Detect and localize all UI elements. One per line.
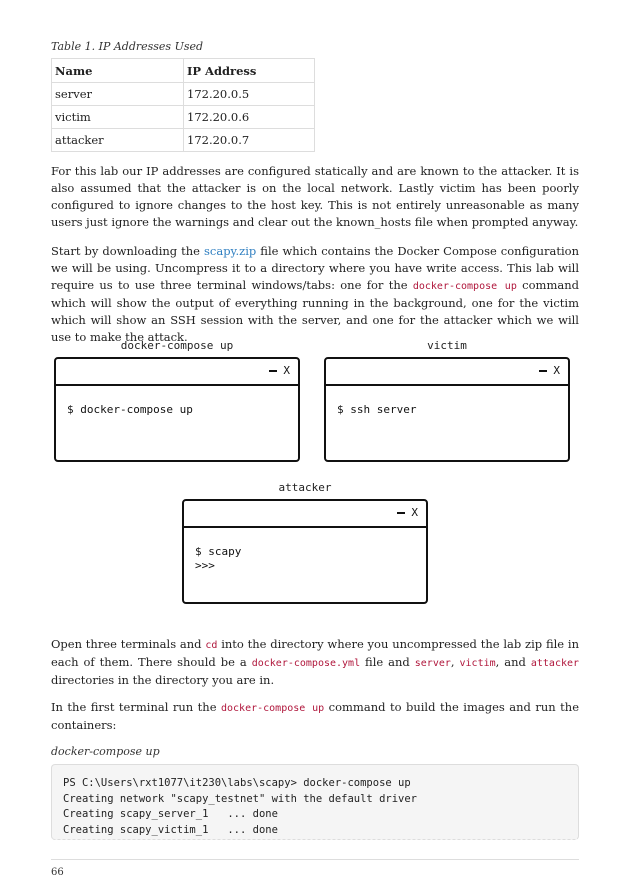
listing-title: docker-compose up bbox=[51, 745, 160, 758]
table-caption: Table 1. IP Addresses Used bbox=[51, 40, 204, 53]
table-row bbox=[52, 83, 315, 106]
terminal-title-attacker: attacker bbox=[278, 481, 332, 494]
terminal-line: $ ssh server bbox=[337, 403, 417, 416]
window-controls bbox=[539, 364, 560, 377]
para4-text2: command to build the images and run the containers: bbox=[51, 700, 579, 732]
terminal-title-bar bbox=[184, 501, 426, 528]
cell-ip: 172.20.0.5 bbox=[184, 83, 315, 106]
para2-text2: file which contains the Docker Compose configuration we will be using. Uncompress it to a directory where you have write access. This lab will require us to use three terminal windows/tabs: one for the bbox=[51, 244, 579, 292]
inline-code-server: server bbox=[414, 658, 451, 669]
table-header-row bbox=[52, 59, 315, 83]
minimize-icon bbox=[539, 370, 547, 372]
para3-text1: Open three terminals and bbox=[51, 637, 206, 651]
table-row bbox=[52, 129, 315, 152]
terminal-line: $ docker-compose up bbox=[67, 403, 193, 416]
cell-name: server bbox=[52, 83, 184, 106]
listing-line: Creating network "scapy_testnet" with the default driver bbox=[63, 792, 418, 805]
terminal-attacker bbox=[182, 499, 428, 604]
minimize-icon bbox=[397, 512, 405, 514]
listing-line: Creating scapy_victim_1 ... done bbox=[63, 823, 278, 836]
terminal-title-bar bbox=[56, 359, 298, 386]
footer-divider bbox=[51, 859, 579, 860]
inline-code-docker-compose: docker-compose up bbox=[412, 281, 517, 292]
column-header-name: Name bbox=[52, 59, 184, 83]
para3-text4: , bbox=[450, 655, 460, 669]
para2-text1: Start by downloading the bbox=[51, 244, 204, 258]
terminal-docker-compose bbox=[54, 357, 300, 462]
window-controls bbox=[269, 364, 290, 377]
terminal-title-bar bbox=[326, 359, 568, 386]
para3-text2: into the directory where you uncompressed the lab zip file in each of them. There should be a bbox=[51, 637, 580, 669]
cell-ip: 172.20.0.6 bbox=[184, 106, 315, 129]
paragraph-first-terminal bbox=[51, 699, 579, 734]
close-icon: X bbox=[411, 506, 418, 519]
ip-address-table bbox=[51, 58, 315, 152]
para3-text5: , and bbox=[495, 655, 531, 669]
terminal-title-victim: victim bbox=[427, 339, 467, 352]
terminal-line: >>> bbox=[195, 559, 215, 572]
para3-text3: file and bbox=[360, 655, 415, 669]
inline-code-cd: cd bbox=[205, 640, 218, 651]
paragraph-setup bbox=[51, 243, 579, 346]
page-number: 66 bbox=[51, 867, 64, 878]
inline-code-attacker: attacker bbox=[530, 658, 580, 669]
table-row bbox=[52, 106, 315, 129]
paragraph-open-terminals bbox=[51, 636, 579, 689]
para4-text1: In the first terminal run the bbox=[51, 700, 221, 714]
window-controls bbox=[397, 506, 418, 519]
column-header-ip: IP Address bbox=[184, 59, 315, 83]
code-listing bbox=[51, 764, 579, 840]
terminal-victim bbox=[324, 357, 570, 462]
inline-code-victim: victim bbox=[459, 658, 496, 669]
listing-line: Creating scapy_server_1 ... done bbox=[63, 808, 278, 820]
para2-text3: command which will show the output of everything running in the background, one for the victim which will show an SSH session with the server, and one for the attacker which we will use to make the attack. bbox=[51, 278, 579, 344]
terminal-line: $ scapy bbox=[195, 545, 242, 558]
listing-line: PS C:\Users\rxt1077\it230\labs\scapy> docker-compose up bbox=[63, 777, 411, 789]
scapy-zip-link[interactable]: scapy.zip bbox=[204, 244, 257, 258]
terminal-title-docker-compose: docker-compose up bbox=[120, 339, 234, 352]
terminal-content bbox=[184, 528, 426, 573]
para3-text6: directories in the directory you are in. bbox=[51, 673, 275, 687]
close-icon: X bbox=[553, 364, 560, 377]
cell-name: attacker bbox=[52, 129, 184, 152]
terminal-content bbox=[56, 386, 298, 417]
inline-code-docker-compose-up: docker-compose up bbox=[220, 703, 325, 714]
close-icon: X bbox=[283, 364, 290, 377]
minimize-icon bbox=[269, 370, 277, 372]
terminal-content bbox=[326, 386, 568, 417]
cell-name: victim bbox=[52, 106, 184, 129]
cell-ip: 172.20.0.7 bbox=[184, 129, 315, 152]
paragraph-ip-config: For this lab our IP addresses are configured statically and are known to the attacker. It is also assumed that the attacker is on the local network. Lastly victim has been poorly configured to ignore changes to the host key. This is not entirely unreasonable as many users just ignore the warnings and clear out the known_hosts file when prompted anyway. bbox=[51, 164, 579, 229]
inline-code-compose-yml: docker-compose.yml bbox=[251, 658, 361, 669]
